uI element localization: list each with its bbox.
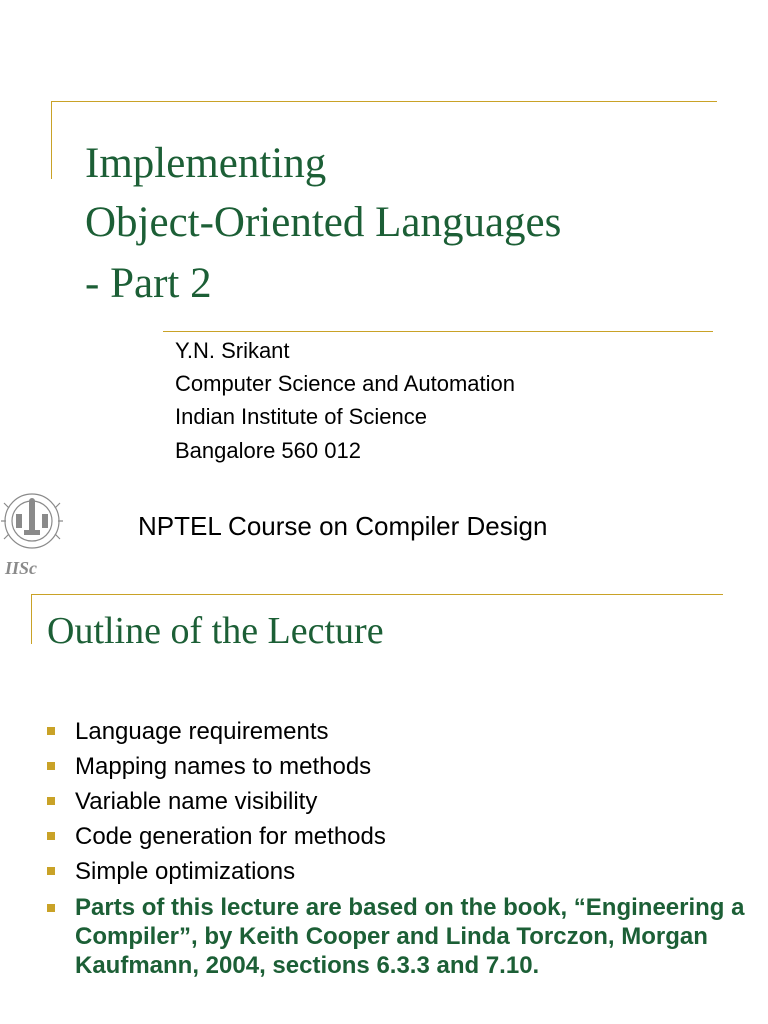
slide-title-line-2: Object-Oriented Languages bbox=[85, 199, 562, 246]
bullet-square-icon bbox=[47, 797, 55, 805]
list-item-text: Variable name visibility bbox=[75, 788, 318, 815]
slide-title-line-1: Implementing bbox=[85, 140, 327, 187]
list-item bbox=[47, 784, 747, 819]
iisc-logo bbox=[0, 488, 66, 585]
list-item-text: Code generation for methods bbox=[75, 823, 386, 850]
author-address: Bangalore 560 012 bbox=[175, 438, 361, 463]
title-left-rule bbox=[51, 101, 52, 179]
list-item bbox=[47, 714, 747, 749]
title-top-rule bbox=[51, 101, 717, 102]
outline-top-rule bbox=[31, 594, 723, 595]
outline-list bbox=[47, 714, 747, 980]
author-top-rule bbox=[163, 331, 713, 332]
list-item bbox=[47, 854, 747, 889]
slide-title-line-3: - Part 2 bbox=[85, 260, 212, 307]
list-item-text: Mapping names to methods bbox=[75, 753, 372, 780]
bullet-square-icon bbox=[47, 867, 55, 875]
outline-title: Outline of the Lecture bbox=[47, 610, 384, 652]
author-name: Y.N. Srikant bbox=[175, 338, 290, 363]
author-department: Computer Science and Automation bbox=[175, 371, 515, 396]
bullet-square-icon bbox=[47, 762, 55, 770]
bullet-square-icon bbox=[47, 727, 55, 735]
list-item bbox=[47, 819, 747, 854]
list-item bbox=[47, 749, 747, 784]
author-institute: Indian Institute of Science bbox=[175, 404, 427, 429]
list-item-text: Simple optimizations bbox=[75, 858, 296, 885]
list-item-text: Language requirements bbox=[75, 718, 329, 745]
iisc-logo-text: IISc bbox=[5, 558, 38, 578]
bullet-square-icon bbox=[47, 832, 55, 840]
bullet-square-icon bbox=[47, 904, 55, 912]
reference-note-text: Parts of this lecture are based on the book, “Engineering a Compiler”, by Keith Cooper and Linda Torczon, Morgan Kaufmann, 2004, sections 6.3.3 and 7.10. bbox=[75, 894, 745, 979]
reference-note bbox=[47, 893, 747, 980]
outline-left-rule bbox=[31, 594, 32, 644]
course-name: NPTEL Course on Compiler Design bbox=[138, 511, 548, 541]
